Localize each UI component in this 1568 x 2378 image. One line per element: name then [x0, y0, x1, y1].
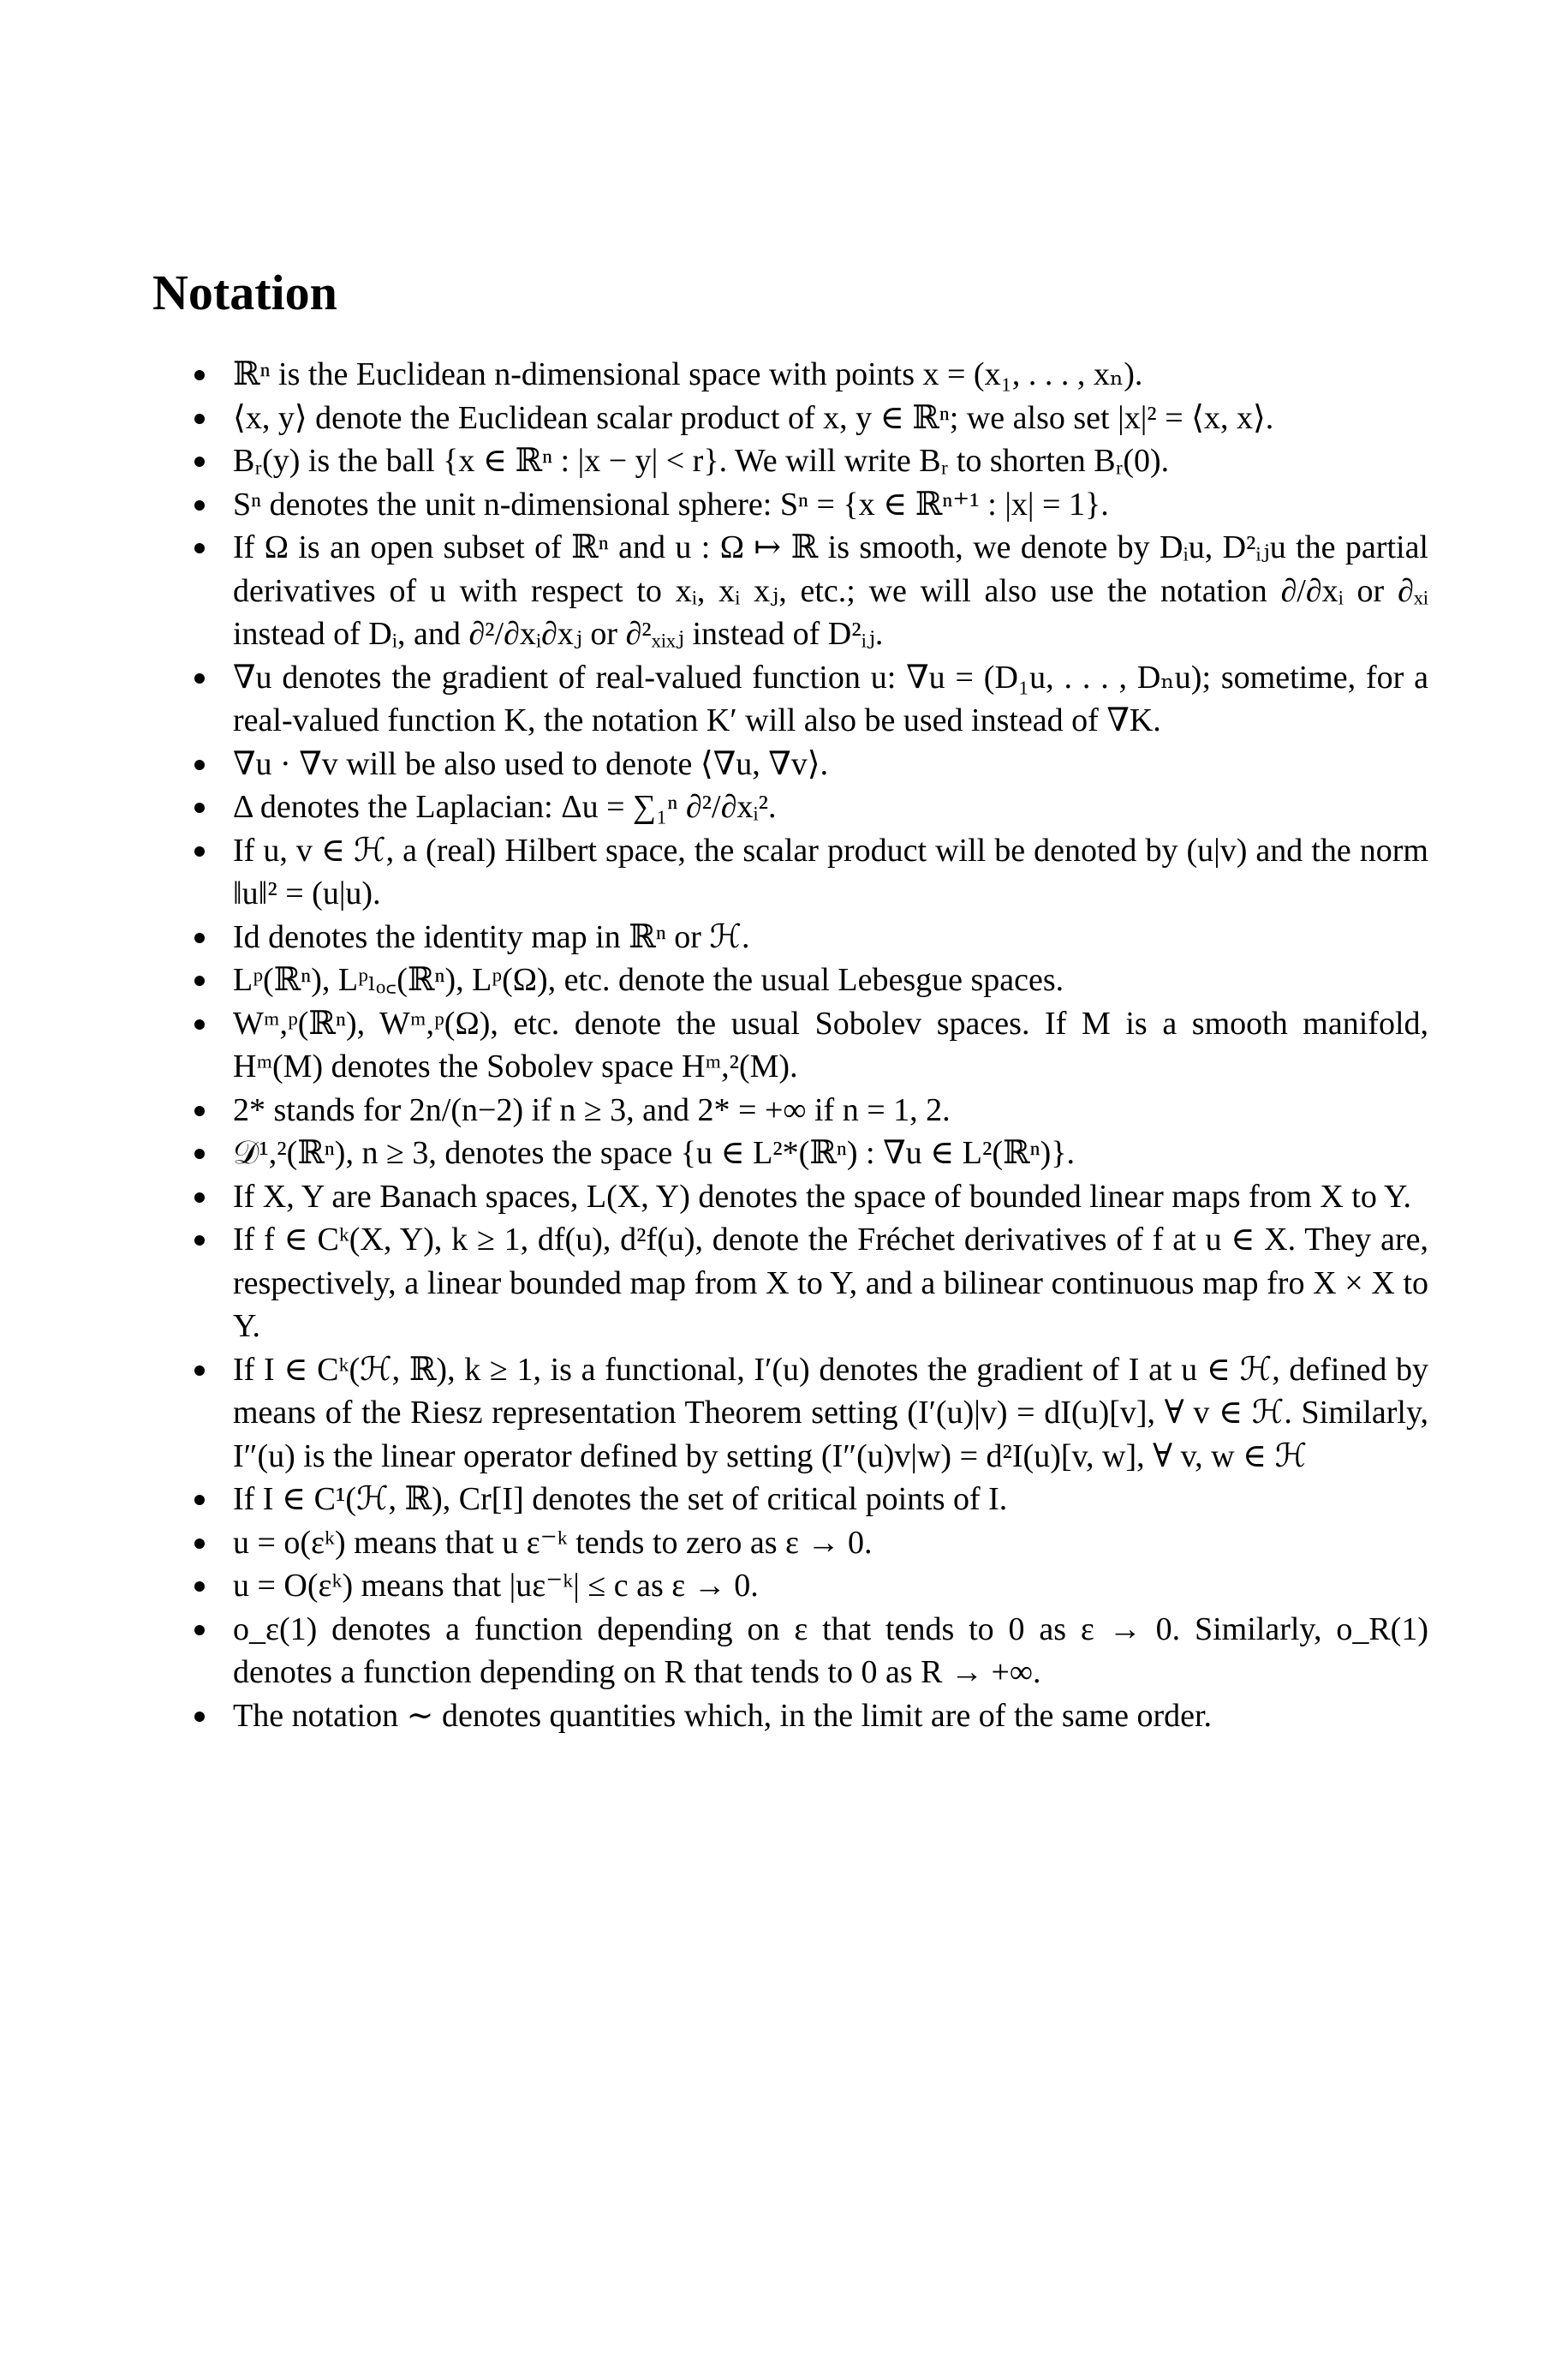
- notation-item: Δ denotes the Laplacian: Δu = ∑₁ⁿ ∂²/∂xᵢ².: [233, 786, 1428, 829]
- notation-item: ∇u denotes the gradient of real-valued function u: ∇u = (D₁u, . . . , Dₙu); sometime, for a real-valued function K, the notation K′ will also be used instead of ∇K.: [233, 656, 1428, 743]
- notation-item: u = O(εᵏ) means that |uε⁻ᵏ| ≤ c as ε → 0.: [233, 1564, 1428, 1608]
- notation-item: If I ∈ C¹(ℋ, ℝ), Cr[I] denotes the set of critical points of I.: [233, 1478, 1428, 1521]
- notation-item: If f ∈ Cᵏ(X, Y), k ≥ 1, df(u), d²f(u), denote the Fréchet derivatives of f at u ∈ X. They are, respectively, a linear bounded map from X to Y, and a bilinear continuous map fro X × X to Y.: [233, 1218, 1428, 1348]
- notation-item: 2* stands for 2n/(n−2) if n ≥ 3, and 2* = +∞ if n = 1, 2.: [233, 1089, 1428, 1132]
- notation-list: [233, 353, 1428, 1737]
- notation-item: Id denotes the identity map in ℝⁿ or ℋ.: [233, 916, 1428, 959]
- notation-item: ℝⁿ is the Euclidean n-dimensional space with points x = (x₁, . . . , xₙ).: [233, 353, 1428, 397]
- notation-item: Bᵣ(y) is the ball {x ∈ ℝⁿ : |x − y| < r}. We will write Bᵣ to shorten Bᵣ(0).: [233, 439, 1428, 483]
- section-title: Notation: [152, 265, 337, 320]
- notation-item: If Ω is an open subset of ℝⁿ and u : Ω ↦ ℝ is smooth, we denote by Dᵢu, D²ᵢⱼu the partial derivatives of u with respect to xᵢ, xᵢ xⱼ, etc.; we will also use the notation ∂/∂xᵢ or ∂ₓᵢ instead of Dᵢ, and ∂²/∂xᵢ∂xⱼ or ∂²ₓᵢₓⱼ instead of D²ᵢⱼ.: [233, 526, 1428, 656]
- notation-item: The notation ∼ denotes quantities which, in the limit are of the same order.: [233, 1694, 1428, 1738]
- notation-item: o_ε(1) denotes a function depending on ε that tends to 0 as ε → 0. Similarly, o_R(1) denotes a function depending on R that tends to 0 as R → +∞.: [233, 1608, 1428, 1694]
- notation-item: If X, Y are Banach spaces, L(X, Y) denotes the space of bounded linear maps from X to Y.: [233, 1175, 1428, 1219]
- notation-item: Sⁿ denotes the unit n-dimensional sphere: Sⁿ = {x ∈ ℝⁿ⁺¹ : |x| = 1}.: [233, 483, 1428, 527]
- notation-item: u = o(εᵏ) means that u ε⁻ᵏ tends to zero as ε → 0.: [233, 1521, 1428, 1565]
- notation-item: If u, v ∈ ℋ, a (real) Hilbert space, the scalar product will be denoted by (u|v) and the norm ‖u‖² = (u|u).: [233, 829, 1428, 916]
- notation-item: ⟨x, y⟩ denote the Euclidean scalar product of x, y ∈ ℝⁿ; we also set |x|² = ⟨x, x⟩.: [233, 397, 1428, 440]
- notation-item: Lᵖ(ℝⁿ), Lᵖₗₒ꜀(ℝⁿ), Lᵖ(Ω), etc. denote the usual Lebesgue spaces.: [233, 959, 1428, 1002]
- notation-item: ∇u · ∇v will be also used to denote ⟨∇u, ∇v⟩.: [233, 743, 1428, 786]
- notation-item: Wᵐ,ᵖ(ℝⁿ), Wᵐ,ᵖ(Ω), etc. denote the usual Sobolev spaces. If M is a smooth manifold, Hᵐ(M) denotes the Sobolev space Hᵐ,²(M).: [233, 1002, 1428, 1089]
- notation-item: If I ∈ Cᵏ(ℋ, ℝ), k ≥ 1, is a functional, I′(u) denotes the gradient of I at u ∈ ℋ, defined by means of the Riesz representation Theorem setting (I′(u)|v) = dI(u)[v], ∀ v ∈ ℋ. Similarly, I″(u) is the linear operator defined by setting (I″(u)v|w) = d²I(u)[v, w], ∀ v, w ∈ ℋ: [233, 1348, 1428, 1479]
- notation-item: 𝒟¹,²(ℝⁿ), n ≥ 3, denotes the space {u ∈ L²*(ℝⁿ) : ∇u ∈ L²(ℝⁿ)}.: [233, 1132, 1428, 1175]
